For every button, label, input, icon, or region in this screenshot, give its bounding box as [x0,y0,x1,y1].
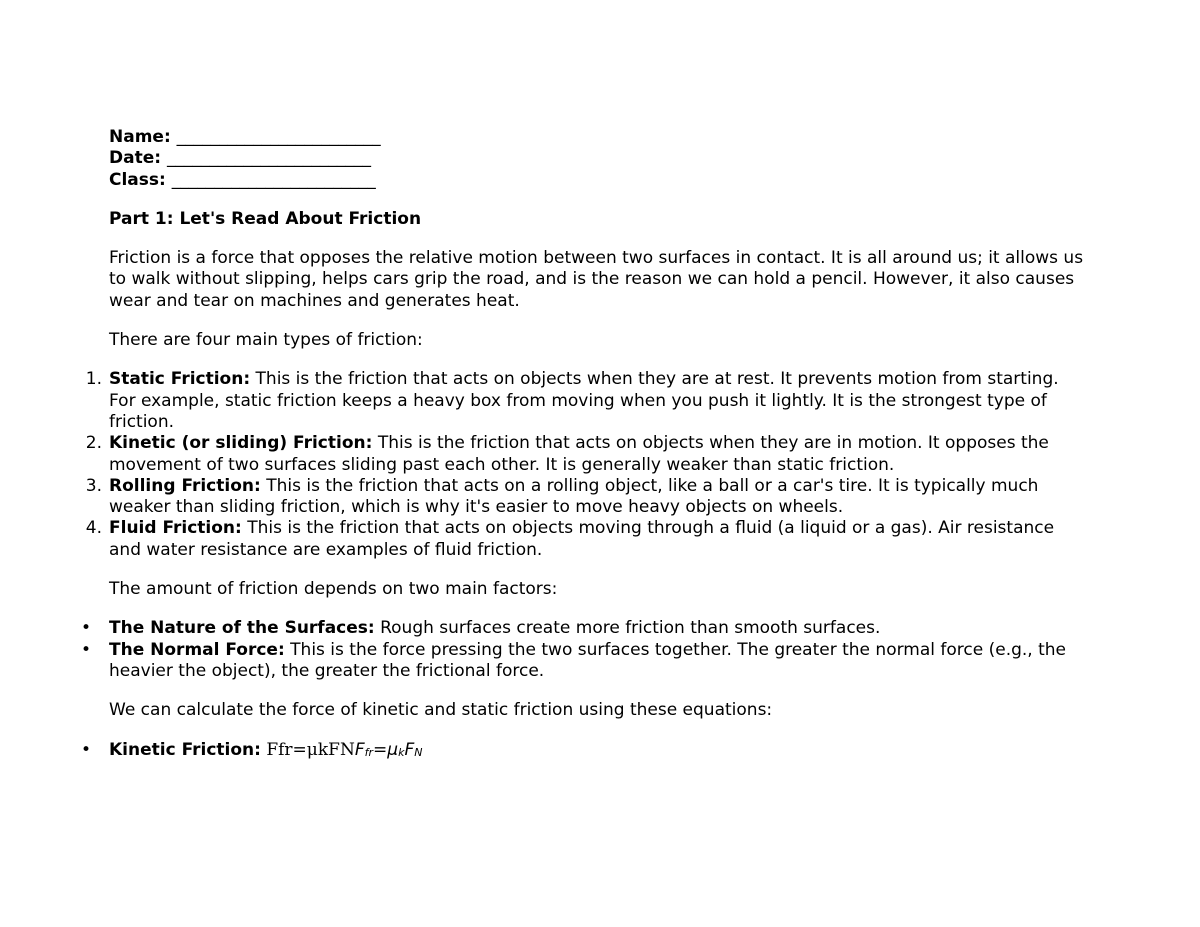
list-number: 1. [85,369,102,390]
list-item [81,739,1089,763]
list-item-text: This is the friction that acts on objects moving through a fluid (a liquid or a gas). Air resistance and water resistance are examples of fluid friction. [109,518,1055,560]
document-page [81,127,1089,763]
list-item-text: This is the friction that acts on objects when they are at rest. It prevents motion from starting. For example, static friction keeps a heavy box from moving when you push it lightly. It is the strongest type of friction. [109,369,1059,432]
equation-subscript: fr [364,745,374,759]
date-label: Date: [109,148,162,169]
list-item-term: The Normal Force: [109,639,285,660]
intro-paragraph: Friction is a force that opposes the relative motion between two surfaces in contact. It is all around us; it allows us to walk without slipping, helps cars grip the road, and is the reason we can hold a pencil. However, it also causes wear and tear on machines and generates heat. [109,248,1084,311]
list-item-text: This is the force pressing the two surfaces together. The greater the normal force (e.g., the heavier the object), the greater the frictional force. [109,639,1067,681]
name-label: Name: [109,127,171,147]
equation-term: Kinetic Friction: [109,739,261,760]
name-blank[interactable]: ________________________ [176,127,381,147]
equation-subscript: N [414,745,423,759]
class-field[interactable] [109,170,1089,191]
list-item-term: Rolling Friction: [109,475,261,496]
student-info-fields [109,127,1089,191]
section-heading: Part 1: Let's Read About Friction [109,208,422,229]
list-item-term: The Nature of the Surfaces: [109,618,375,639]
list-item-text: Rough surfaces create more friction than smooth surfaces. [374,618,881,639]
list-item [85,433,1089,476]
list-item-term: Static Friction: [109,369,251,390]
bullet-icon: • [81,639,92,660]
equation-subscript: k [398,745,405,759]
list-item [81,639,1089,683]
equations-intro: We can calculate the force of kinetic and static friction using these equations: [109,700,773,721]
equation-symbol: μ [387,739,399,760]
bullet-icon: • [81,739,92,760]
equation-rendered [355,740,423,760]
list-item-term: Kinetic (or sliding) Friction: [109,433,373,454]
list-item-text: This is the friction that acts on a rolling object, like a ball or a car's tire. It is typically much weaker than sliding friction, which is why it's easier to move heavy objects on wheels. [109,475,1039,518]
list-item [85,369,1089,433]
equation-plain-text: Ffr=μkFN [266,739,355,760]
equations-list [81,739,1089,763]
date-field[interactable] [109,148,1089,169]
class-blank[interactable]: ________________________ [171,169,376,190]
list-item-term: Fluid Friction: [109,518,242,539]
equation-symbol: = [373,739,388,760]
name-field[interactable] [109,127,1089,148]
list-item [81,618,1089,639]
list-number: 3. [85,475,102,496]
bullet-icon: • [81,618,92,639]
factors-intro: The amount of friction depends on two main factors: [109,579,558,600]
equation-symbol: F [404,739,415,760]
list-item [85,475,1089,519]
list-item-text: This is the friction that acts on objects when they are in motion. It opposes the movement of two surfaces sliding past each other. It is generally weaker than static friction. [109,433,1049,475]
list-number: 2. [85,433,102,454]
types-intro: There are four main types of friction: [109,330,423,351]
list-number: 4. [85,518,102,539]
friction-types-list [85,369,1089,561]
class-label: Class: [109,169,166,190]
equation-symbol: F [354,739,365,760]
factors-list [81,618,1089,682]
date-blank[interactable]: ________________________ [166,148,371,169]
list-item [85,518,1089,561]
